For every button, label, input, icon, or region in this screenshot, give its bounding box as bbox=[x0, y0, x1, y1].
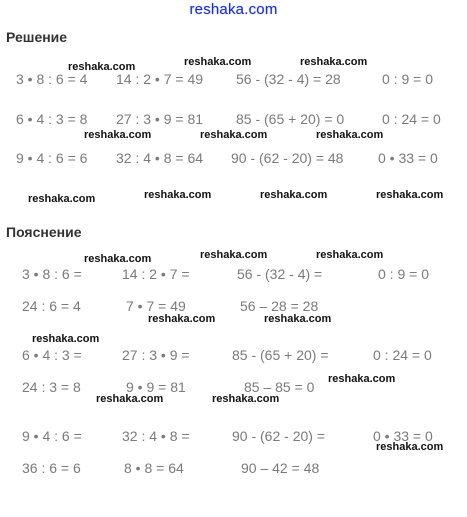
explanation-g2-step-3: 85 – 85 = 0 bbox=[244, 379, 315, 395]
explanation-g2-step-2: 9 • 9 = 81 bbox=[126, 379, 186, 395]
solution-r1-c3: 56 - (32 - 4) = 28 bbox=[236, 71, 341, 87]
solution-r1-c1: 3 • 8 : 6 = 4 bbox=[16, 71, 88, 87]
watermark: reshaka.com bbox=[84, 129, 152, 141]
watermark: reshaka.com bbox=[316, 249, 384, 261]
explanation-g3-expr-3: 90 - (62 - 20) = bbox=[232, 428, 325, 444]
explanation-g2-expr-4: 0 : 24 = 0 bbox=[373, 347, 432, 363]
solution-r3-c4: 0 • 33 = 0 bbox=[378, 150, 438, 166]
explanation-g3-step-3: 90 – 42 = 48 bbox=[241, 460, 320, 476]
watermark: reshaka.com bbox=[376, 441, 444, 453]
watermark: reshaka.com bbox=[200, 129, 268, 141]
watermark: reshaka.com bbox=[300, 56, 368, 68]
solution-r3-c2: 32 : 4 • 8 = 64 bbox=[116, 150, 204, 166]
watermark: reshaka.com bbox=[264, 313, 332, 325]
explanation-g3-step-1: 36 : 6 = 6 bbox=[22, 460, 81, 476]
watermark: reshaka.com bbox=[376, 189, 444, 201]
watermark: reshaka.com bbox=[32, 333, 100, 345]
explanation-g2-step-1: 24 : 3 = 8 bbox=[22, 379, 81, 395]
watermark: reshaka.com bbox=[260, 189, 328, 201]
explanation-g3-expr-1: 9 • 4 : 6 = bbox=[22, 428, 82, 444]
solution-r3-c1: 9 • 4 : 6 = 6 bbox=[16, 150, 88, 166]
watermark: reshaka.com bbox=[96, 393, 164, 405]
watermark: reshaka.com bbox=[200, 249, 268, 261]
watermark: reshaka.com bbox=[316, 129, 384, 141]
watermark: reshaka.com bbox=[148, 313, 216, 325]
solution-r2-c4: 0 : 24 = 0 bbox=[382, 111, 441, 127]
explanation-g1-expr-1: 3 • 8 : 6 = bbox=[22, 266, 82, 282]
watermark: reshaka.com bbox=[28, 193, 96, 205]
explanation-g2-expr-3: 85 - (65 + 20) = bbox=[232, 347, 329, 363]
solution-r2-c3: 85 - (65 + 20) = 0 bbox=[236, 111, 345, 127]
explanation-g2-expr-1: 6 • 4 : 3 = bbox=[22, 347, 82, 363]
solution-r2-c1: 6 • 4 : 3 = 8 bbox=[16, 111, 88, 127]
explanation-g3-expr-4: 0 • 33 = 0 bbox=[373, 428, 433, 444]
watermark: reshaka.com bbox=[184, 56, 252, 68]
watermark: reshaka.com bbox=[328, 373, 396, 385]
watermark: reshaka.com bbox=[84, 253, 152, 265]
watermark: reshaka.com bbox=[212, 393, 280, 405]
explanation-g1-expr-4: 0 : 9 = 0 bbox=[378, 266, 429, 282]
watermark: reshaka.com bbox=[144, 189, 212, 201]
explanation-g1-step-2: 7 • 7 = 49 bbox=[126, 298, 186, 314]
solution-heading: Решение bbox=[6, 29, 68, 45]
explanation-g2-expr-2: 27 : 3 • 9 = bbox=[122, 347, 190, 363]
solution-r2-c2: 27 : 3 • 9 = 81 bbox=[116, 111, 204, 127]
solution-r1-c4: 0 : 9 = 0 bbox=[382, 71, 433, 87]
site-title: reshaka.com bbox=[189, 1, 278, 18]
explanation-g1-step-1: 24 : 6 = 4 bbox=[22, 298, 81, 314]
explanation-g1-step-3: 56 – 28 = 28 bbox=[240, 298, 319, 314]
solution-r1-c2: 14 : 2 • 7 = 49 bbox=[116, 71, 204, 87]
explanation-heading: Пояснение bbox=[6, 224, 82, 240]
explanation-g3-expr-2: 32 : 4 • 8 = bbox=[122, 428, 190, 444]
explanation-g3-step-2: 8 • 8 = 64 bbox=[124, 460, 184, 476]
watermark: reshaka.com bbox=[68, 61, 136, 73]
explanation-g1-expr-2: 14 : 2 • 7 = bbox=[122, 266, 190, 282]
solution-r3-c3: 90 - (62 - 20) = 48 bbox=[231, 150, 344, 166]
explanation-g1-expr-3: 56 - (32 - 4) = bbox=[237, 266, 323, 282]
